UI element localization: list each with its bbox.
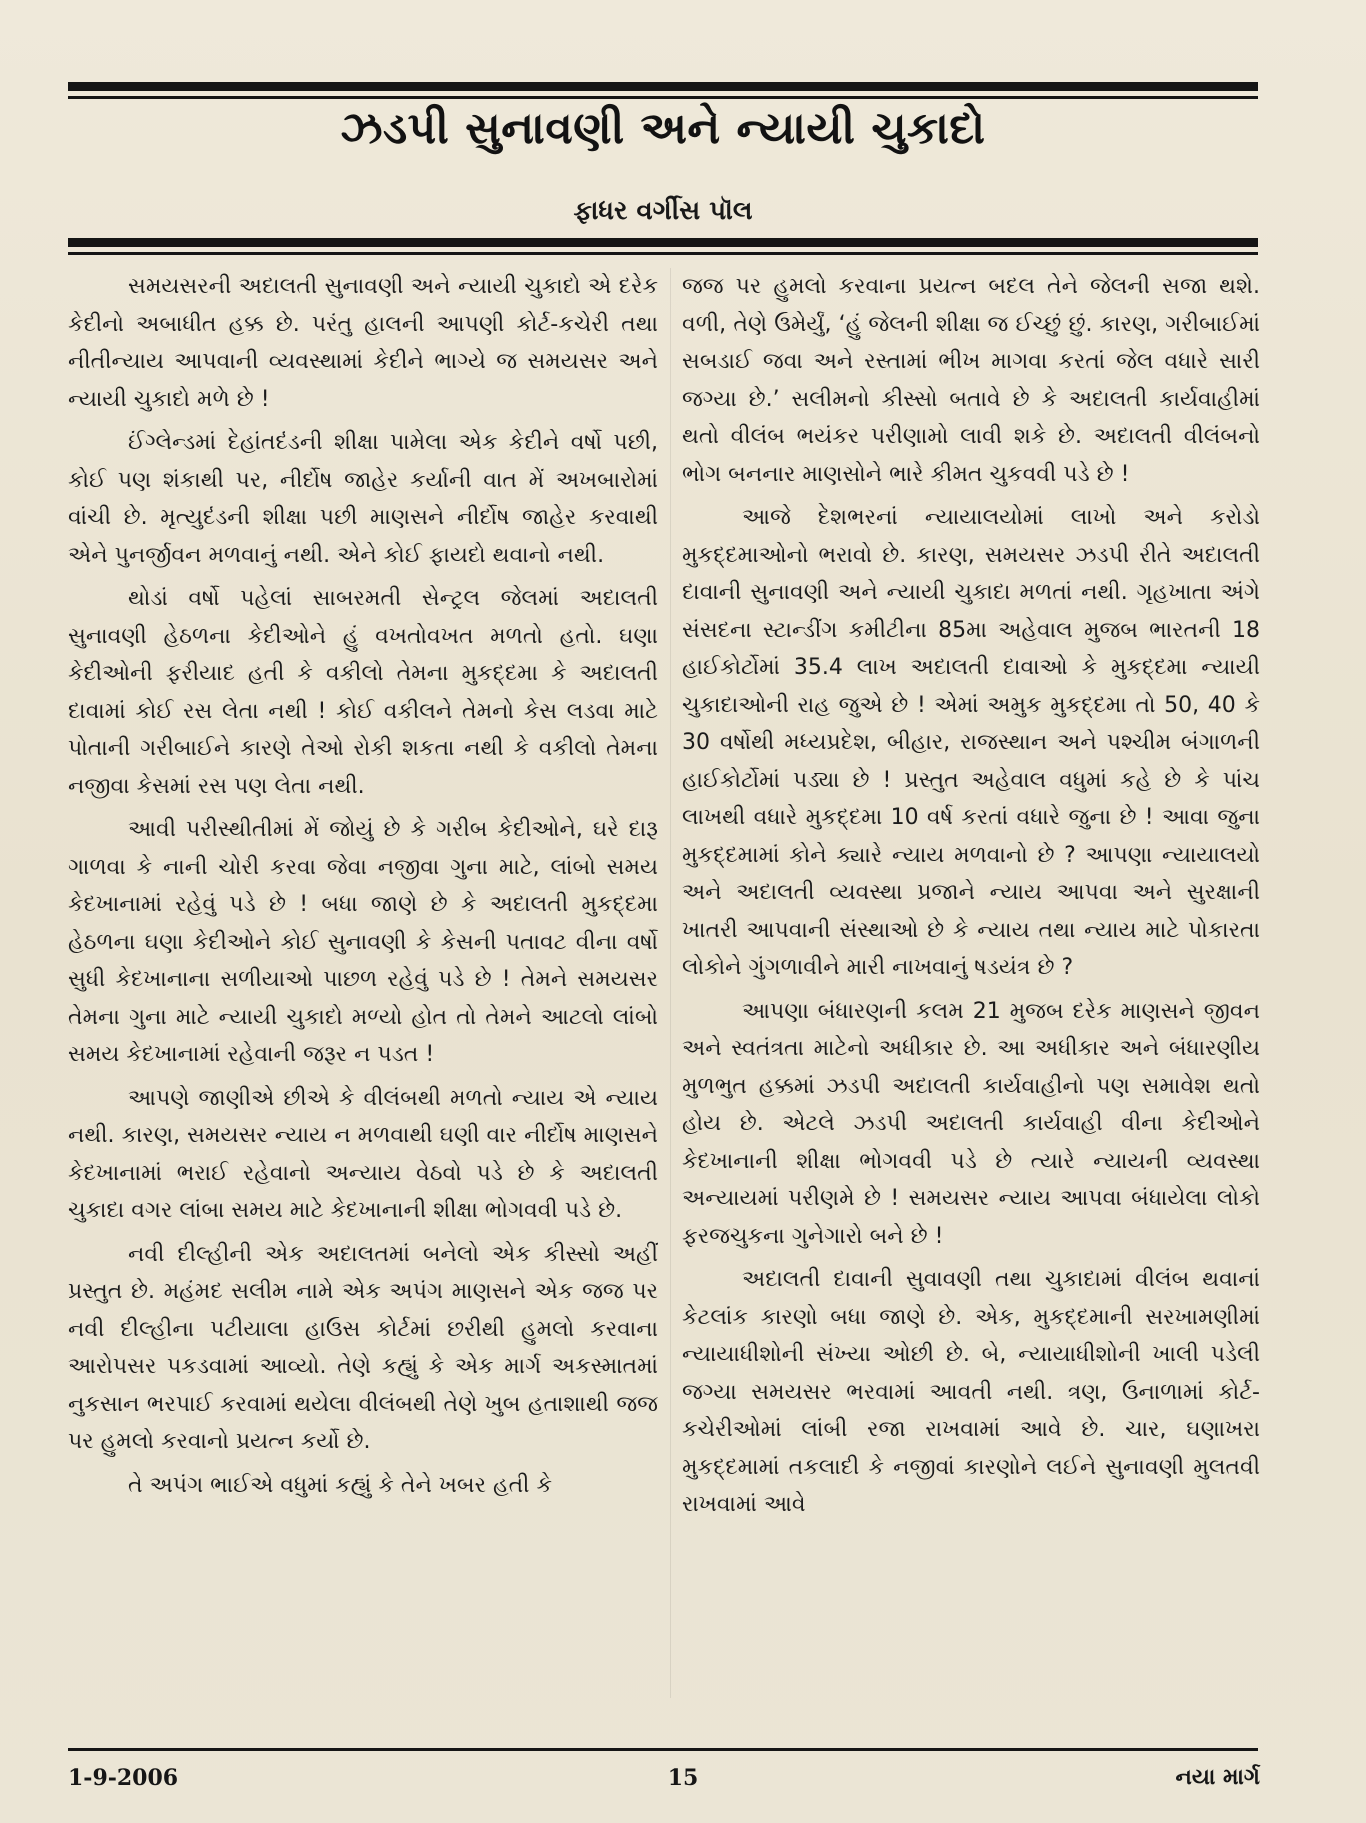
left-column xyxy=(68,268,658,1510)
page-number: 15 xyxy=(667,1765,699,1791)
right-column xyxy=(682,268,1260,1530)
header-rule-thin xyxy=(68,252,1258,255)
column-divider xyxy=(670,268,671,1698)
header-rule-thick xyxy=(68,238,1258,247)
paragraph: સમયસરની અદાલતી સુનાવણી અને ન્યાયી ચુકાદો એ દરેક કેદીનો અબાધીત હક્ક છે. પરંતુ હાલની આપણી કોર્ટ-કચેરી તથા નીતીન્યાય આપવાની વ્યવસ્થામાં કેદીને ભાગ્યે જ સમયસર અને ન્યાયી ચુકાદો મળે છે ! xyxy=(68,274,658,412)
paragraph: તે અપંગ ભાઈએ વધુમાં કહ્યું કે તેને ખબર હતી કે xyxy=(128,1472,553,1498)
paragraph: આપણા બંધારણની કલમ 21 મુજબ દરેક માણસને જીવન અને સ્વતંત્રતા માટેનો અધીકાર છે. આ અધીકાર અને બંધારણીય મુળભુત હક્કમાં ઝડપી અદાલતી કાર્યવાહીનો પણ સમાવેશ થતો હોય છે. એટલે ઝડપી અદાલતી કાર્યવાહી વીના કેદીઓને કેદખાનાની શીક્ષા ભોગવવી પડે છે ત્યારે ન્યાયની વ્યવસ્થા અન્યાયમાં પરીણમે છે ! સમયસર ન્યાય આપવા બંધાયેલા લોકો ફરજચુકના ગુનેગારો બને છે ! xyxy=(682,998,1260,1249)
paragraph: નવી દીલ્હીની એક અદાલતમાં બનેલો એક કીસ્સો અહીં પ્રસ્તુત છે. મહંમદ સલીમ નામે એક અપંગ માણસને એક જજ પર નવી દીલ્હીના પટીયાલા હાઉસ કોર્ટમાં છરીથી હુમલો કરવાના આરોપસર પકડવામાં આવ્યો. તેણે કહ્યું કે એક માર્ગ અકસ્માતમાં નુકસાન ભરપાઈ કરવામાં થયેલા વીલંબથી તેણે ખુબ હતાશાથી જજ પર હુમલો કરવાનો પ્રયત્ન કર્યો છે. xyxy=(68,1241,658,1454)
paragraph: આવી પરીસ્થીતીમાં મેં જોયું છે કે ગરીબ કેદીઓને, ઘરે દારૂ ગાળવા કે નાની ચોરી કરવા જેવા નજીવા ગુના માટે, લાંબો સમય કેદખાનામાં રહેવું પડે છે ! બધા જાણે છે કે અદાલતી મુકદ્દમા હેઠળના ઘણા કેદીઓને કોઈ સુનાવણી કે કેસની પતાવટ વીના વર્ષો સુધી કેદખાનાના સળીયાઓ પાછળ રહેવું પડે છે ! તેમને સમયસર તેમના ગુના માટે ન્યાયી ચુકાદો મળ્યો હોત તો તેમને આટલો લાંબો સમય કેદખાનામાં રહેવાની જરૂર ન પડત ! xyxy=(68,817,658,1067)
article-title: ઝડપી સુનાવણી અને ન્યાયી ચુકાદો xyxy=(340,103,986,154)
article-author: ફાધર વર્ગીસ પૉલ xyxy=(573,196,753,226)
magazine-name: નયા માર્ગ xyxy=(1175,1765,1260,1790)
footer-rule xyxy=(68,1748,1258,1751)
paragraph: આજે દેશભરનાં ન્યાયાલયોમાં લાખો અને કરોડો મુકદ્દમાઓનો ભરાવો છે. કારણ, સમયસર ઝડપી રીતે અદાલતી દાવાની સુનાવણી અને ન્યાયી ચુકાદા મળતાં નથી. ગૃહખાતા અંગે સંસદના સ્ટાન્ડીંગ કમીટીના 85મા અહેવાલ મુજબ ભારતની 18 હાઈકોર્ટોમાં 35.4 લાખ અદાલતી દાવાઓ કે મુકદ્દમા ન્યાયી ચુકાદાઓની રાહ જુએ છે ! એમાં અમુક મુકદ્દમા તો 50, 40 કે 30 વર્ષોથી મધ્યપ્રદેશ, બીહાર, રાજસ્થાન અને પશ્ચીમ બંગાળની હાઈકોર્ટોમાં પડ્યા છે ! પ્રસ્તુત અહેવાલ વધુમાં કહે છે કે પાંચ લાખથી વધારે મુકદ્દમા 10 વર્ષ કરતાં વધારે જુના છે ! આવા જુના મુકદ્દમામાં કોને ક્યારે ન્યાય મળવાનો છે ? આપણા ન્યાયાલયો અને અદાલતી વ્યવસ્થા પ્રજાને ન્યાય આપવા અને સુરક્ષાની ખાતરી આપવાની સંસ્થાઓ છે કે ન્યાય તથા ન્યાય માટે પોકારતા લોકોને ગુંગળાવીને મારી નાખવાનું ષડયંત્ર છે ? xyxy=(682,505,1260,980)
paragraph: ઈંગ્લેન્ડમાં દેહાંતદંડની શીક્ષા પામેલા એક કેદીને વર્ષો પછી, કોઈ પણ શંકાથી પર, નીર્દોષ જાહેર કર્યાની વાત મેં અખબારોમાં વાંચી છે. મૃત્યુદંડની શીક્ષા પછી માણસને નીર્દોષ જાહેર કરવાથી એને પુનર્જીવન મળવાનું નથી. એને કોઈ ફાયદો થવાનો નથી. xyxy=(68,430,658,568)
paragraph: આપણે જાણીએ છીએ કે વીલંબથી મળતો ન્યાય એ ન્યાય નથી. કારણ, સમયસર ન્યાય ન મળવાથી ઘણી વાર નીર્દોષ માણસને કેદખાનામાં ભરાઈ રહેવાનો અન્યાય વેઠવો પડે છે કે અદાલતી ચુકાદા વગર લાંબા સમય માટે કેદખાનાની શીક્ષા ભોગવવી પડે છે. xyxy=(68,1085,658,1223)
top-rule-thick xyxy=(68,82,1258,91)
top-rule-thin xyxy=(68,96,1258,99)
paragraph-continuation: જજ પર હુમલો કરવાના પ્રયત્ન બદલ તેને જેલની સજા થશે. વળી, તેણે ઉમેર્યું, ‘હું જેલની શીક્ષા જ ઈચ્છું છું. કારણ, ગરીબાઈમાં સબડાઈ જવા અને રસ્તામાં ભીખ માગવા કરતાં જેલ વધારે સારી જગ્યા છે.’ સલીમનો કીસ્સો બતાવે છે કે અદાલતી કાર્યવાહીમાં થતો વીલંબ ભયંકર પરીણામો લાવી શકે છે. અદાલતી વીલંબનો ભોગ બનનાર માણસોને ભારે કીમત ચુકવવી પડે છે ! xyxy=(682,274,1260,487)
paragraph: થોડાં વર્ષો પહેલાં સાબરમતી સેન્ટ્રલ જેલમાં અદાલતી સુનાવણી હેઠળના કેદીઓને હું વખતોવખત મળતો હતો. ઘણા કેદીઓની ફરીયાદ હતી કે વકીલો તેમના મુકદ્દમા કે અદાલતી દાવામાં કોઈ રસ લેતા નથી ! કોઈ વકીલને તેમનો કેસ લડવા માટે પોતાની ગરીબાઈને કારણે તેઓ રોકી શકતા નથી કે વકીલો તેમના નજીવા કેસમાં રસ પણ લેતા નથી. xyxy=(68,586,658,799)
issue-date: 1-9-2006 xyxy=(68,1765,179,1791)
paragraph: અદાલતી દાવાની સુવાવણી તથા ચુકાદામાં વીલંબ થવાનાં કેટલાંક કારણો બધા જાણે છે. એક, મુકદ્દમાની સરખામણીમાં ન્યાયાધીશોની સંખ્યા ઓછી છે. બે, ન્યાયાધીશોની ખાલી પડેલી જગ્યા સમયસર ભરવામાં આવતી નથી. ત્રણ, ઉનાળામાં કોર્ટ-કચેરીઓમાં લાંબી રજા રાખવામાં આવે છે. ચાર, ઘણાખરા મુકદ્દમામાં તકલાદી કે નજીવાં કારણોને લઈને સુનાવણી મુલતવી રાખવામાં આવે xyxy=(682,1267,1260,1517)
